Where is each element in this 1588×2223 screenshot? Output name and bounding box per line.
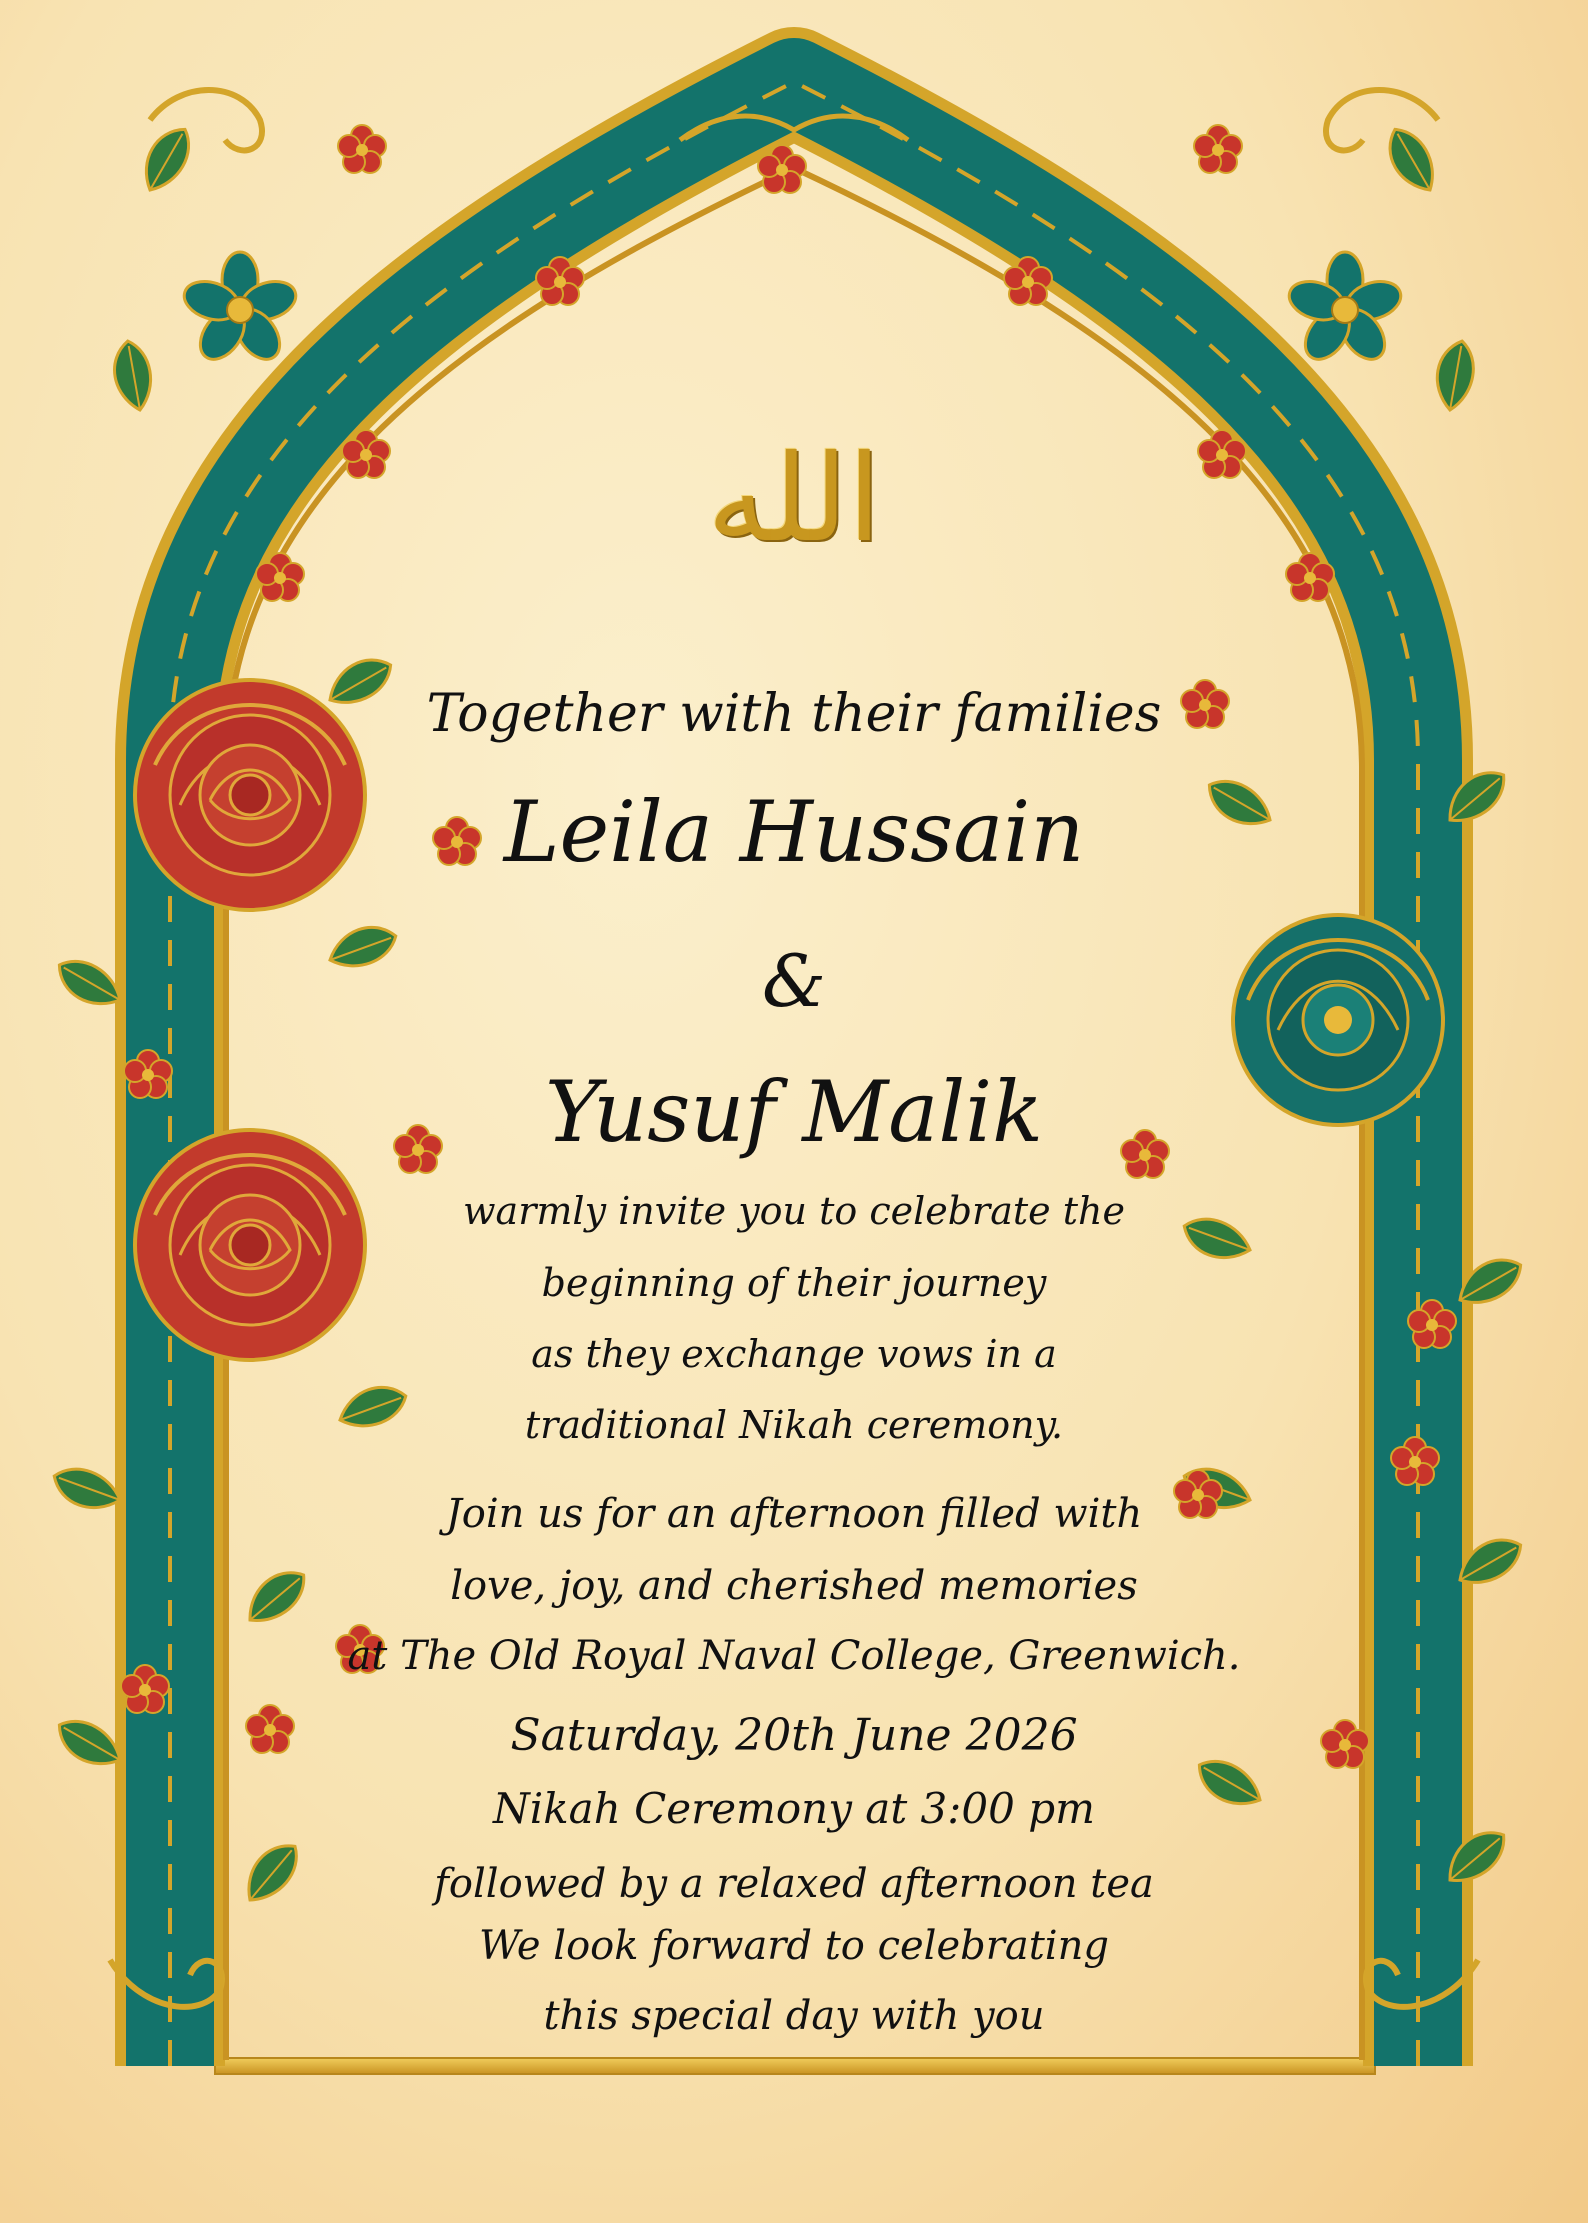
invitation-line: love, joy, and cherished memories: [450, 1563, 1138, 1609]
closing-line: We look forward to celebrating: [479, 1923, 1109, 1969]
event-date: Saturday, 20th June 2026: [510, 1710, 1078, 1761]
venue-line: at The Old Royal Naval College, Greenwich.: [347, 1633, 1241, 1679]
closing-line: this special day with you: [543, 1993, 1045, 2039]
invitation-line: traditional Nikah ceremony.: [524, 1403, 1064, 1447]
intro-line: Together with their families: [426, 684, 1162, 744]
invitation-line: as they exchange vows in a: [531, 1332, 1057, 1376]
invitation-line: beginning of their journey: [541, 1261, 1047, 1305]
groom-name: Yusuf Malik: [545, 1063, 1043, 1161]
ampersand: &: [761, 939, 827, 1023]
invitation-line: Join us for an afternoon filled with: [445, 1491, 1143, 1537]
allah-calligraphy: الله: [707, 430, 881, 569]
followed-by: followed by a relaxed afternoon tea: [434, 1861, 1154, 1907]
ceremony-time: Nikah Ceremony at 3:00 pm: [493, 1784, 1095, 1833]
invitation-line: warmly invite you to celebrate the: [463, 1189, 1125, 1233]
bride-name: Leila Hussain: [503, 783, 1085, 881]
